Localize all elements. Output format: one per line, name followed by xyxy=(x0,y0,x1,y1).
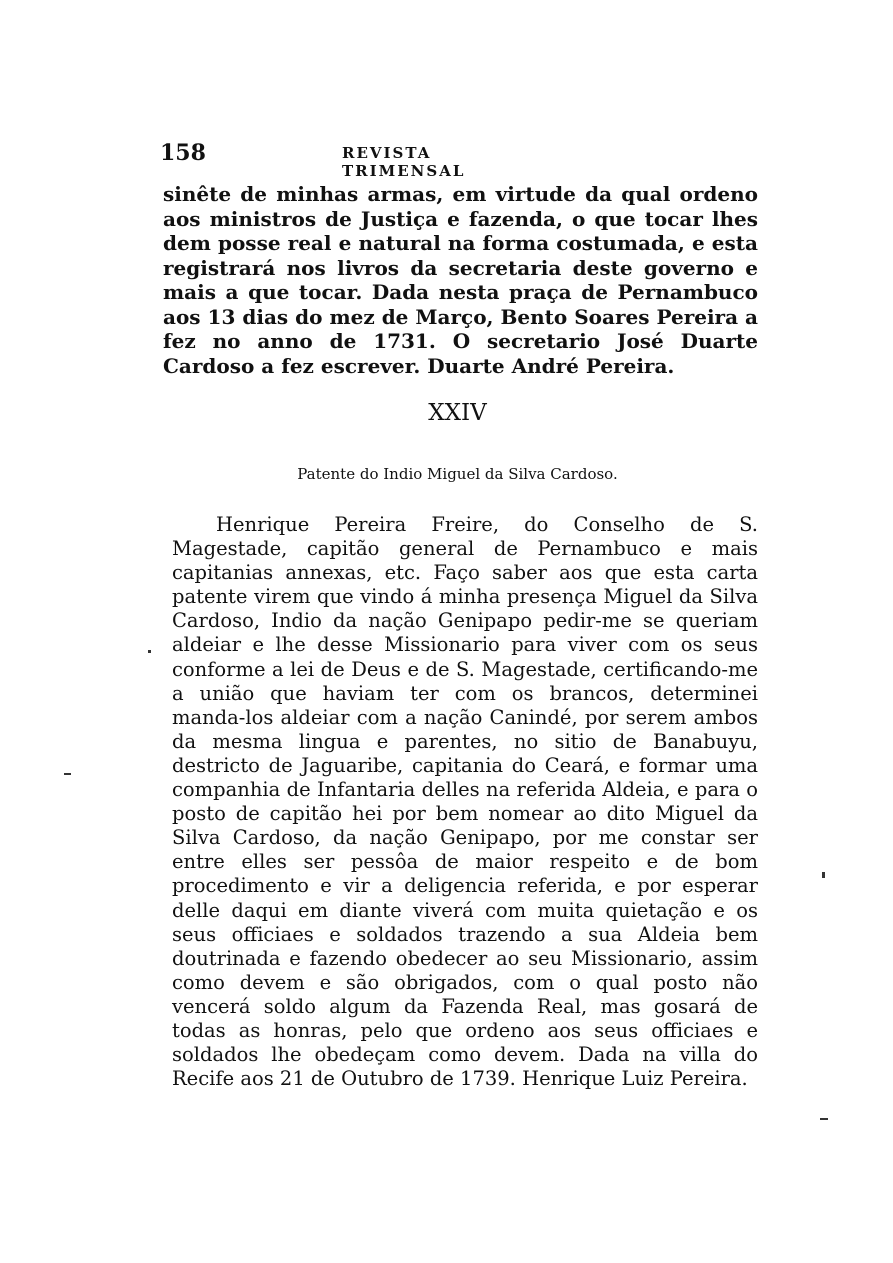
section-subtitle: Patente do Indio Miguel da Silva Cardoso. xyxy=(297,465,618,483)
main-paragraph: Henrique Pereira Freire, do Conselho de S. Magestade, capitão general de Pernambuco e mais capitanias annexas, etc. Faço saber aos que esta carta patente virem que vindo á minha presença Miguel da Silva Cardoso, Indio da nação Genipapo pedir-me se queriam aldeiar e lhe desse Missionario para viver com os seus conforme a lei de Deus e de S. Magestade, certificando-me a união que haviam ter com os brancos, determinei manda-los aldeiar com a nação Canindé, por serem ambos da mesma lingua e parentes, no sitio de Banabuyu, destricto de Jaguaribe, capitania do Ceará, e formar uma companhia de Infantaria delles na referida Aldeia, e para o posto de capitão hei por bem nomear ao dito Miguel da Silva Cardoso, da nação Genipapo, por me constar ser entre elles ser pessôa de maior respeito e de bom procedimento e vir a deligencia referida, e por esperar delle daqui em diante viverá com muita quietação e os seus officiaes e soldados trazendo a sua Aldeia bem doutrinada e fazendo obedecer ao seu Missionario, assim como devem e são obrigados, com o qual posto não vencerá soldo algum da Fazenda Real, mas gosará de todas as honras, pelo que ordeno aos seus officiaes e soldados lhe obedeçam como devem. Dada na villa do Recife aos 21 de Outubro de 1739. Henrique Luiz Pereira. xyxy=(172,513,758,1091)
scan-speck xyxy=(148,650,151,653)
scan-speck xyxy=(820,1118,828,1120)
continued-paragraph: sinête de minhas armas, em virtude da qual ordeno aos ministros de Justiça e fazenda, o que tocar lhes dem posse real e natural na forma costumada, e esta registrará nos livros da secretaria deste governo e mais a que tocar. Dada nesta praça de Pernambuco aos 13 dias do mez de Março, Bento Soares Pereira a fez no anno de 1731. O secretario José Duarte Cardoso a fez escrever. Duarte André Pereira. xyxy=(163,182,758,378)
scan-speck xyxy=(822,872,825,878)
page-number: 158 xyxy=(160,140,206,166)
page-header xyxy=(160,140,560,180)
running-title: REVISTA TRIMENSAL xyxy=(342,144,466,180)
section-number: XXIV xyxy=(428,400,487,426)
scan-speck xyxy=(64,773,71,775)
